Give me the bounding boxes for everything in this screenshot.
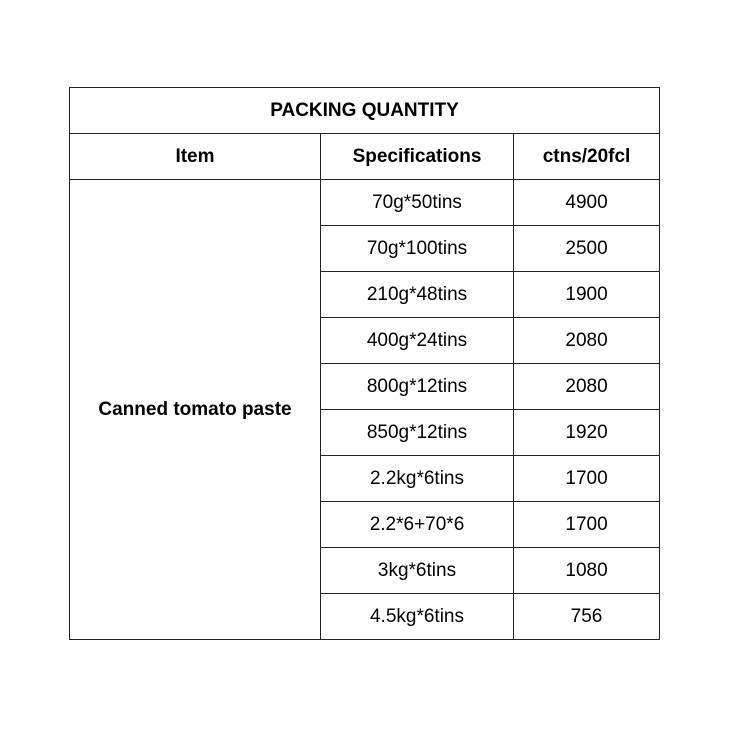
ctns-cell: 1920 bbox=[514, 410, 660, 456]
spec-cell: 850g*12tins bbox=[321, 410, 514, 456]
spec-cell: 210g*48tins bbox=[321, 272, 514, 318]
ctns-cell: 756 bbox=[514, 594, 660, 640]
header-ctns: ctns/20fcl bbox=[514, 134, 660, 180]
ctns-cell: 1700 bbox=[514, 502, 660, 548]
spec-cell: 70g*50tins bbox=[321, 180, 514, 226]
ctns-cell: 1080 bbox=[514, 548, 660, 594]
table-title: PACKING QUANTITY bbox=[70, 88, 660, 134]
spec-cell: 2.2kg*6tins bbox=[321, 456, 514, 502]
ctns-cell: 2500 bbox=[514, 226, 660, 272]
spec-cell: 4.5kg*6tins bbox=[321, 594, 514, 640]
ctns-cell: 4900 bbox=[514, 180, 660, 226]
title-row bbox=[70, 88, 660, 134]
header-item: Item bbox=[70, 134, 321, 180]
header-row bbox=[70, 134, 660, 180]
table-row bbox=[70, 180, 660, 226]
item-name-cell: Canned tomato paste bbox=[70, 180, 321, 640]
spec-cell: 400g*24tins bbox=[321, 318, 514, 364]
table-body bbox=[70, 180, 660, 640]
packing-quantity-table bbox=[69, 87, 660, 640]
spec-cell: 800g*12tins bbox=[321, 364, 514, 410]
spec-cell: 3kg*6tins bbox=[321, 548, 514, 594]
ctns-cell: 2080 bbox=[514, 318, 660, 364]
header-specifications: Specifications bbox=[321, 134, 514, 180]
spec-cell: 2.2*6+70*6 bbox=[321, 502, 514, 548]
ctns-cell: 1700 bbox=[514, 456, 660, 502]
spec-cell: 70g*100tins bbox=[321, 226, 514, 272]
ctns-cell: 1900 bbox=[514, 272, 660, 318]
ctns-cell: 2080 bbox=[514, 364, 660, 410]
